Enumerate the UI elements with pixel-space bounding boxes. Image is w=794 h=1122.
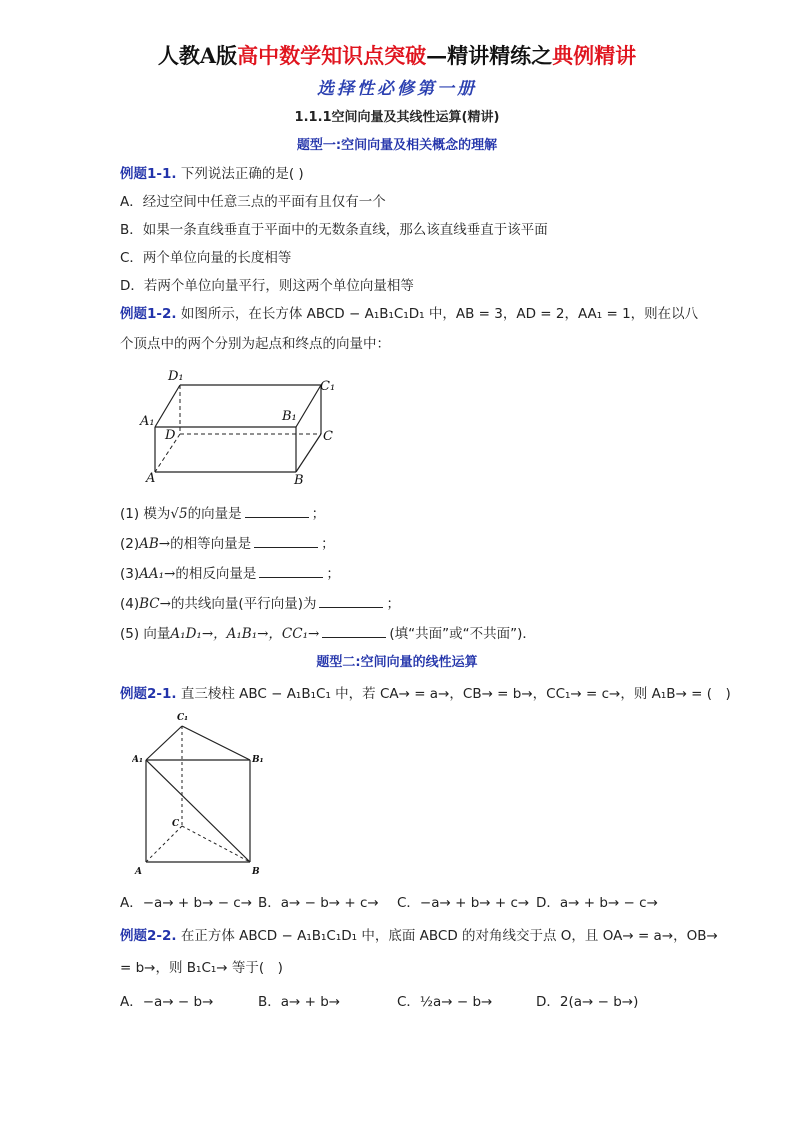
type2-title: 题型二:空间向量的线性运算 xyxy=(316,655,478,670)
header-part1: 人教A版 xyxy=(157,43,238,68)
item1-end: ； xyxy=(311,506,326,522)
item4-math: BC→ xyxy=(139,596,171,612)
label-b1: B₁ xyxy=(282,409,297,424)
ex2-2-line2: = b→，则 B₁C₁→ 等于( ) xyxy=(120,960,283,976)
ex1-2-item-3 xyxy=(120,562,340,582)
ex2-1-option-a[interactable]: A．−a→ + b→ − c→ xyxy=(120,895,253,911)
header-part2: 高中数学知识点突破 xyxy=(237,43,427,68)
section-title: 1.1.1空间向量及其线性运算(精讲) xyxy=(294,110,500,125)
ex2-2-option-d[interactable]: D．2(a→ − b→) xyxy=(536,994,639,1010)
label-d: D xyxy=(165,428,176,443)
header-part4: 典例精讲 xyxy=(552,43,637,68)
prism-label-c1: C₁ xyxy=(177,713,189,723)
item3-end: ； xyxy=(326,566,340,582)
label-a1: A₁ xyxy=(140,414,155,429)
ex1-2-line2: 个顶点中的两个分别为起点和终点的向量中： xyxy=(120,336,390,352)
label-c: C xyxy=(323,429,333,444)
ex1-1-option-a: A．经过空间中任意三点的平面有且仅有一个 xyxy=(120,194,386,210)
item4-prefix: (4) xyxy=(120,596,140,612)
page-header xyxy=(0,40,794,70)
ex2-1-options xyxy=(0,891,794,911)
ex2-1-question xyxy=(120,682,731,702)
ex1-2-item-2 xyxy=(120,532,335,552)
item2-end: ； xyxy=(321,536,335,552)
label-d1: D₁ xyxy=(168,369,184,384)
answer-blank-2[interactable] xyxy=(254,535,318,548)
item5-math: A₁D₁→，A₁B₁→，CC₁→ xyxy=(170,626,320,642)
answer-blank-1[interactable] xyxy=(245,505,309,518)
answer-blank-4[interactable] xyxy=(319,595,383,608)
ex1-1-question xyxy=(120,162,304,182)
item1-suffix: 的向量是 xyxy=(187,506,242,522)
ex2-2-label: 例题2-2. xyxy=(120,928,177,944)
answer-blank-5[interactable] xyxy=(322,625,386,638)
ex1-1-text: 下列说法正确的是( ) xyxy=(180,166,304,182)
type1-title: 题型一:空间向量及相关概念的理解 xyxy=(296,138,498,153)
item1-math: √5 xyxy=(170,506,188,522)
item3-prefix: (3) xyxy=(120,566,140,582)
answer-blank-3[interactable] xyxy=(259,565,323,578)
ex2-1-label: 例题2-1. xyxy=(120,686,177,702)
ex2-1-option-d[interactable]: D．a→ + b→ − c→ xyxy=(536,895,658,911)
ex1-2-item-1 xyxy=(120,502,325,522)
ex2-2-option-b[interactable]: B．a→ + b→ xyxy=(258,994,341,1010)
ex1-2-line1: 如图所示，在长方体 ABCD − A₁B₁C₁D₁ 中，AB = 3，AD = 2，AA₁ = 1，则在以八 xyxy=(180,306,699,322)
ex1-2-question xyxy=(120,302,698,322)
cuboid-figure xyxy=(138,362,338,487)
ex2-2-question xyxy=(120,924,718,944)
ex2-2-option-c[interactable]: C．½a→ − b→ xyxy=(397,994,493,1010)
item1-prefix: (1) 模为 xyxy=(120,506,171,522)
ex2-1-text: 直三棱柱 ABC − A₁B₁C₁ 中，若 CA→ = a→，CB→ = b→，CC₁→ = c→，则 A₁B→ = ( ) xyxy=(180,686,731,702)
prism-label-c: C xyxy=(172,819,180,829)
item3-suffix: 的相反向量是 xyxy=(175,566,257,582)
ex2-2-options xyxy=(0,990,794,1010)
ex1-1-option-c: C．两个单位向量的长度相等 xyxy=(120,250,292,266)
header-part3: —精讲精练之 xyxy=(426,43,553,68)
item2-prefix: (2) xyxy=(120,536,140,552)
page-subtitle: 选择性必修第一册 xyxy=(317,79,477,99)
item4-suffix: 的共线向量(平行向量)为 xyxy=(170,596,317,612)
ex1-1-option-b: B．如果一条直线垂直于平面中的无数条直线，那么该直线垂直于该平面 xyxy=(120,222,548,238)
prism-figure xyxy=(132,708,272,880)
item3-math: AA₁→ xyxy=(139,566,176,582)
ex1-2-label: 例题1-2. xyxy=(120,306,177,322)
prism-label-a1: A₁ xyxy=(132,755,143,765)
prism-label-b: B xyxy=(252,867,260,877)
ex2-2-option-a[interactable]: A．−a→ − b→ xyxy=(120,994,214,1010)
ex1-2-item-4 xyxy=(120,592,400,612)
item5-end: (填“共面”或“不共面”)． xyxy=(389,626,536,642)
prism-label-a: A xyxy=(135,867,142,877)
ex2-1-option-c[interactable]: C．−a→ + b→ + c→ xyxy=(397,895,530,911)
ex1-2-item-5 xyxy=(120,622,536,642)
ex1-1-label: 例题1-1. xyxy=(120,166,177,182)
item5-prefix: (5) 向量 xyxy=(120,626,171,642)
ex1-1-option-d: D．若两个单位向量平行，则这两个单位向量相等 xyxy=(120,278,414,294)
label-a: A xyxy=(146,471,156,486)
item2-suffix: 的相等向量是 xyxy=(170,536,252,552)
item4-end: ； xyxy=(386,596,400,612)
item2-math: AB→ xyxy=(139,536,171,552)
ex2-1-option-b[interactable]: B．a→ − b→ + c→ xyxy=(258,895,379,911)
label-b: B xyxy=(294,473,304,487)
label-c1: C₁ xyxy=(320,379,336,394)
ex2-2-line1: 在正方体 ABCD − A₁B₁C₁D₁ 中，底面 ABCD 的对角线交于点 O，且 OA→ = a→，OB→ xyxy=(180,928,718,944)
prism-label-b1: B₁ xyxy=(252,755,264,765)
